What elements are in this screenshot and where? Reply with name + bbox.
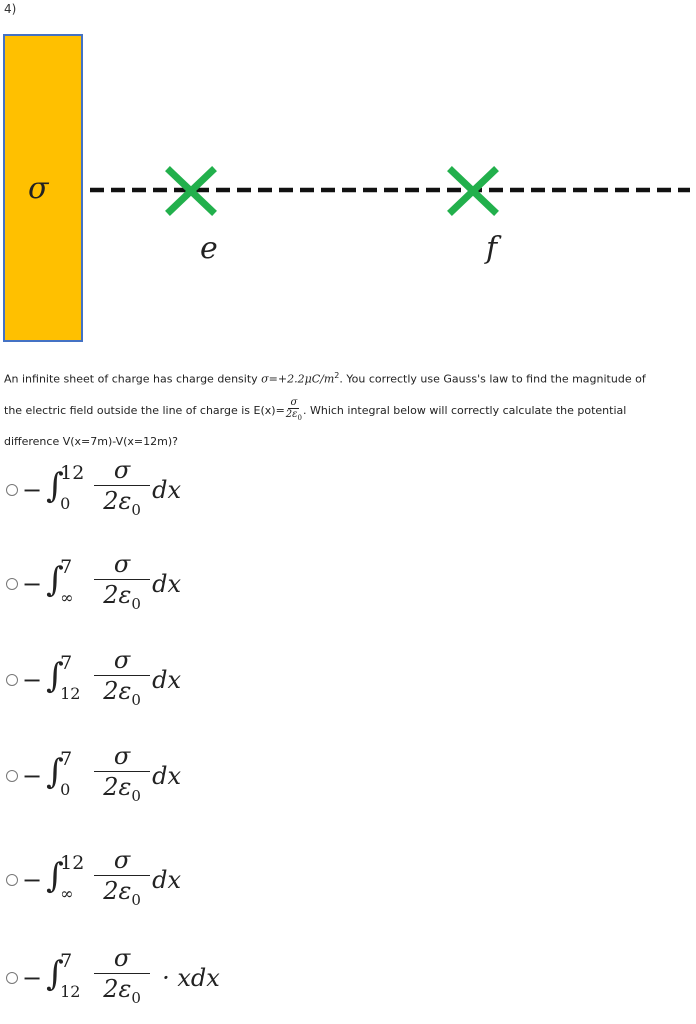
upper-limit: 7	[60, 949, 73, 972]
sheet-sigma-label: σ	[28, 171, 49, 206]
radio-button[interactable]	[6, 874, 18, 886]
choice-3[interactable]: − ∫ 7 12 $\frac{\sigma}{2\varepsilon_0}$ dx	[0, 640, 300, 720]
radio-button[interactable]	[6, 972, 18, 984]
integral-sign: ∫ 7 0	[46, 747, 73, 799]
charge-sheet-figure	[0, 30, 696, 350]
upper-limit: 12	[60, 851, 85, 874]
choice-4[interactable]: − ∫ 7 0 $\frac{\sigma}{2\varepsilon_0}$ dx	[0, 736, 300, 816]
choice-1[interactable]: − ∫ 12 0 $\frac{\sigma}{2\varepsilon_0}$ dx	[0, 450, 300, 530]
integral-sign: ∫ 7 ∞	[46, 555, 74, 607]
integral-sign: ∫ 12 ∞	[46, 851, 85, 903]
lower-limit: 12	[60, 981, 81, 1001]
choice-expression	[44, 845, 181, 915]
radio-button[interactable]	[6, 674, 18, 686]
prompt-line-2: the electric field outside the line of charge is E(x)= $\frac{\sigma}{2\varepsilon_0}$ . Which integral below will correctly calculate the potential	[4, 397, 627, 423]
integrand-fraction: $\frac{\sigma}{2\varepsilon_0}$	[94, 845, 150, 915]
choice-6[interactable]: − ∫ 7 12 $\frac{\sigma}{2\varepsilon_0}$ · xdx	[0, 938, 300, 1018]
integral-sign: ∫ 7 12	[46, 949, 81, 1001]
sigma-value: σ=+2.2μC/m	[261, 372, 335, 386]
integrand-fraction: $\frac{\sigma}{2\varepsilon_0}$	[94, 943, 150, 1013]
differential: dx	[152, 761, 182, 790]
differential: dx	[152, 665, 182, 694]
point-f-label: f	[486, 231, 498, 266]
radio-button[interactable]	[6, 484, 18, 496]
integrand-fraction: $\frac{\sigma}{2\varepsilon_0}$	[94, 455, 150, 525]
integrand-fraction: $\frac{\sigma}{2\varepsilon_0}$	[94, 741, 150, 811]
lower-limit: ∞	[60, 883, 74, 903]
question-number: 4)	[4, 2, 17, 16]
choice-expression	[44, 741, 181, 811]
lower-limit: ∞	[60, 587, 74, 607]
choice-expression	[44, 455, 181, 525]
field-fraction: $\frac{\sigma}{2\varepsilon_0}$	[285, 397, 302, 423]
lower-limit: 0	[60, 779, 71, 799]
choice-5[interactable]: − ∫ 12 ∞ $\frac{\sigma}{2\varepsilon_0}$ dx	[0, 840, 300, 920]
choice-expression	[44, 549, 181, 619]
radio-button[interactable]	[6, 578, 18, 590]
upper-limit: 7	[60, 651, 73, 674]
integrand-fraction: $\frac{\sigma}{2\varepsilon_0}$	[94, 549, 150, 619]
prompt-line-3: difference V(x=7m)-V(x=12m)?	[4, 434, 178, 448]
sigma-exponent: 2	[334, 371, 340, 380]
integral-sign: ∫ 7 12	[46, 651, 81, 703]
upper-limit: 12	[60, 461, 85, 484]
choice-2[interactable]: − ∫ 7 ∞ $\frac{\sigma}{2\varepsilon_0}$ dx	[0, 544, 300, 624]
differential: dx	[152, 865, 182, 894]
point-e-label: e	[200, 231, 218, 266]
radio-button[interactable]	[6, 770, 18, 782]
choice-expression	[44, 943, 220, 1013]
integrand-fraction: $\frac{\sigma}{2\varepsilon_0}$	[94, 645, 150, 715]
differential: dx	[152, 475, 182, 504]
prompt-line-1: An infinite sheet of charge has charge density $\sigma=+2.2\mu C/m^2$. You correctly use Gauss's law to find the magnitude of	[4, 371, 646, 386]
lower-limit: 0	[60, 493, 71, 513]
upper-limit: 7	[60, 555, 73, 578]
differential: · xdx	[162, 963, 220, 992]
question-prompt	[4, 360, 684, 457]
lower-limit: 12	[60, 683, 81, 703]
integral-sign: ∫ 12 0	[46, 461, 85, 513]
upper-limit: 7	[60, 747, 73, 770]
choice-expression	[44, 645, 181, 715]
differential: dx	[152, 569, 182, 598]
